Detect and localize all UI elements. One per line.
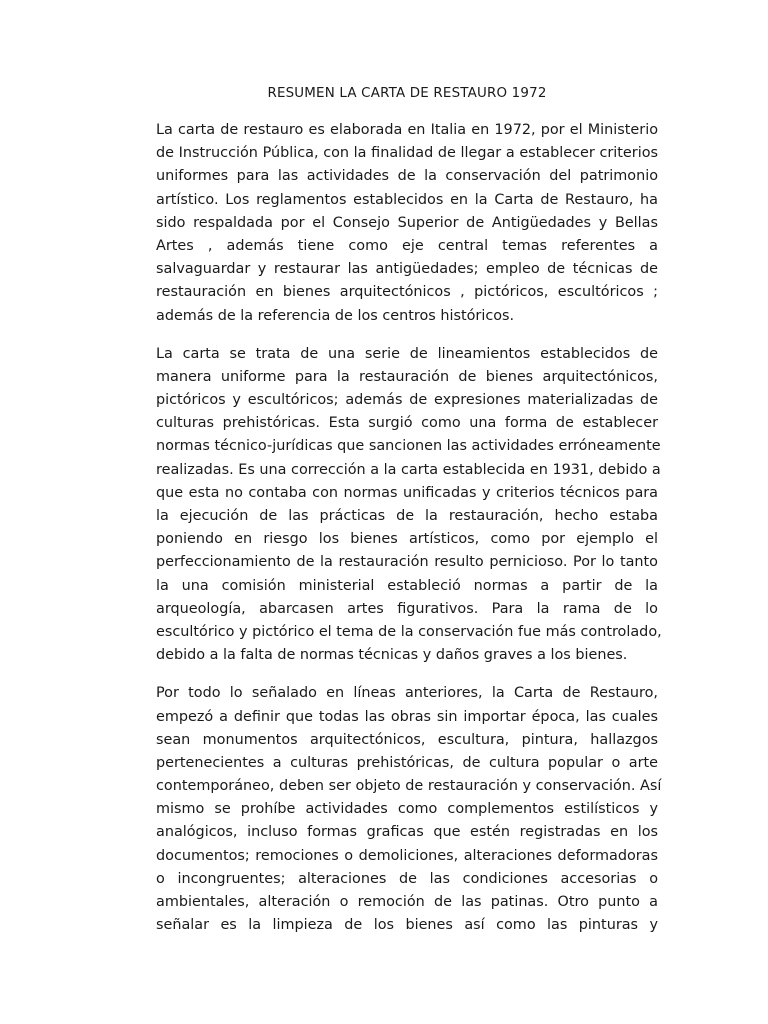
text-line: salvaguardar y restaurar las antigüedades; empleo de técnicas de [156,261,658,278]
text-line: analógicos, incluso formas graficas que estén registradas en los [156,824,658,841]
text-line: la una comisión ministerial estableció normas a partir de la [156,577,658,594]
text-line: escultórico y pictórico el tema de la conservación fue más controlado, [156,623,662,640]
text-line: culturas prehistóricas. Esta surgió como una forma de establecer [156,415,658,432]
text-line: pictóricos y escultóricos; además de expresiones materializadas de [156,392,658,409]
text-line: de Instrucción Pública, con la finalidad de llegar a establecer criterios [156,145,658,162]
text-line: documentos; remociones o demoliciones, alteraciones deformadoras [156,847,658,864]
text-line: sean monumentos arquitectónicos, escultura, pintura, hallazgos [156,731,658,748]
text-line: debido a la falta de normas técnicas y daños graves a los bienes. [156,647,628,664]
text-line: empezó a definir que todas las obras sin importar época, las cuales [156,708,658,725]
text-line: además de la referencia de los centros históricos. [156,307,515,324]
document-page [156,84,662,952]
text-line: mismo se prohíbe actividades como complementos estilísticos y [156,801,658,818]
text-line: artístico. Los reglamentos establecidos en la Carta de Restauro, ha [156,191,658,208]
text-line: ambientales, alteración o remoción de las patinas. Otro punto a [156,894,658,910]
text-line: Por todo lo señalado en líneas anteriores, la Carta de Restauro, [156,685,658,702]
text-line: poniendo en riesgo los bienes artísticos, como por ejemplo el [156,531,658,548]
text-line: contemporáneo, deben ser objeto de restauración y conservación. Así [156,778,662,795]
paragraph [156,682,662,937]
paragraph [156,343,662,668]
text-line: que esta no contaba con normas unificadas y criterios técnicos para [156,484,658,501]
text-line: o incongruentes; alteraciones de las condiciones accesorias o [156,870,658,887]
text-line: manera uniforme para la restauración de bienes arquitectónicos, [156,368,658,385]
text-line: pertenecientes a culturas prehistóricas, de cultura popular o arte [156,754,658,771]
text-line: normas técnico-jurídicas que sancionen las actividades erróneamente [156,438,661,455]
text-line: perfeccionamiento de la restauración resulto pernicioso. Por lo tanto [156,554,658,571]
paragraph [156,119,658,328]
text-line: sido respaldada por el Consejo Superior de Antigüedades y Bellas [156,214,658,231]
document-body [156,119,662,937]
text-line: Artes , además tiene como eje central temas referentes a [156,237,658,254]
text-line: restauración en bienes arquitectónicos , pictóricos, escultóricos ; [156,284,658,301]
text-line: realizadas. Es una corrección a la carta establecida en 1931, debido a [156,461,661,478]
text-line: La carta de restauro es elaborada en Italia en 1972, por el Ministerio [156,122,658,138]
text-line: uniformes para las actividades de la conservación del patrimonio [156,168,658,185]
text-line: la ejecución de las prácticas de la restauración, hecho estaba [156,508,658,524]
text-line: señalar es la limpieza de los bienes así como las pinturas y [156,917,658,934]
document-title: RESUMEN LA CARTA DE RESTAURO 1972 [267,86,547,101]
text-line: arqueología, abarcasen artes figurativos. Para la rama de lo [156,600,658,617]
text-line: La carta se trata de una serie de lineamientos establecidos de [156,345,658,362]
